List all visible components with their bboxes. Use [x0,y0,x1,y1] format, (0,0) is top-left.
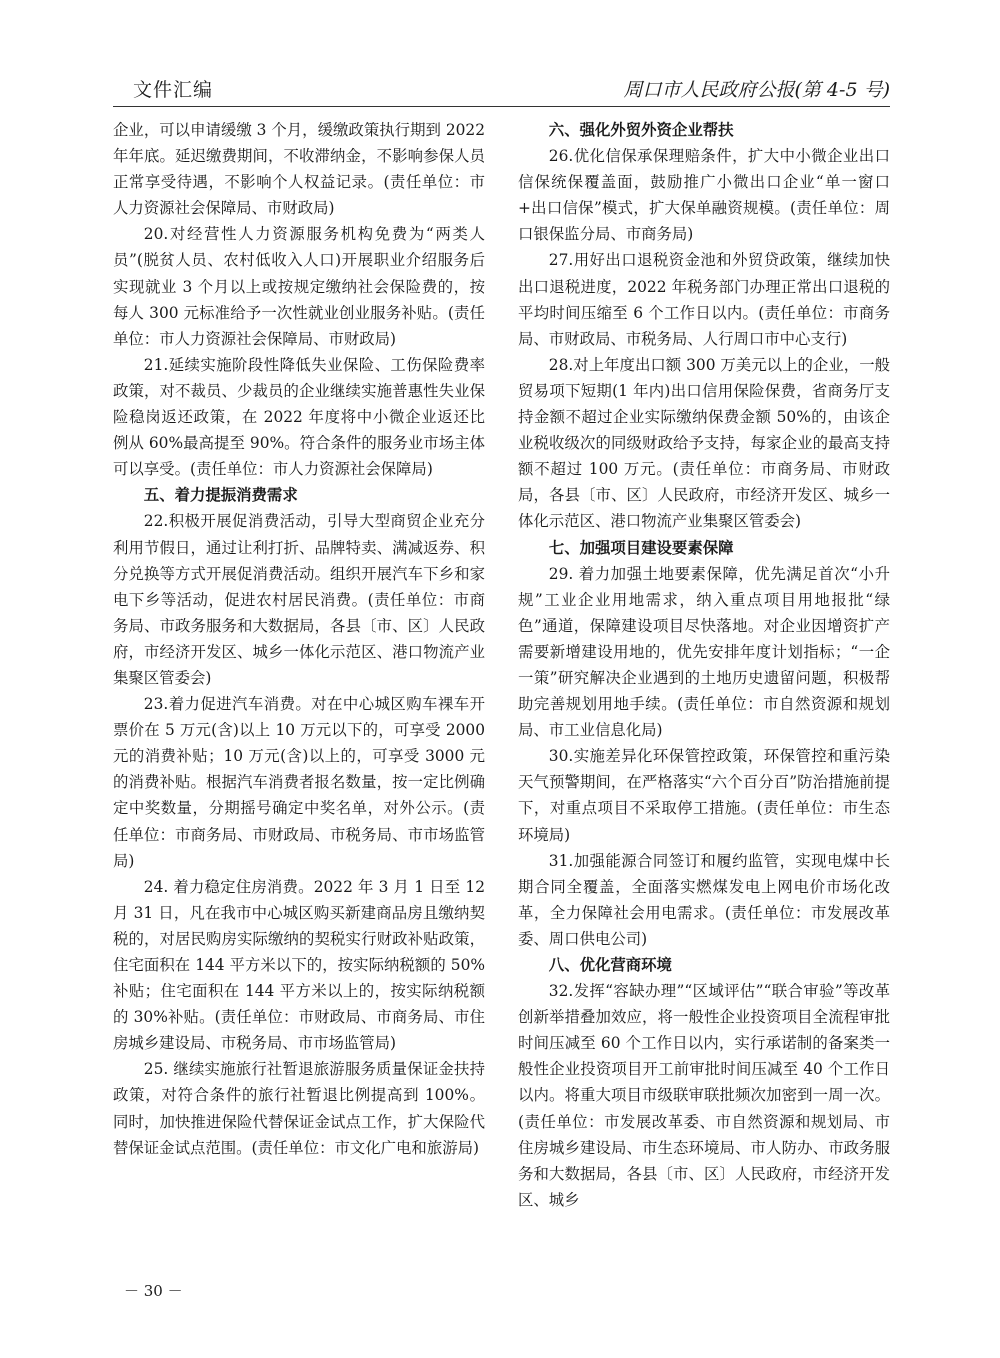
paragraph: 20.对经营性人力资源服务机构免费为“两类人员”(脱贫人员、农村低收入人口)开展职业介绍服务后实现就业 3 个月以上或按规定缴纳社会保险费的，按每人 300 元标准给予一次性就业创业服务补贴。(责任单位：市人力资源社会保障局、市财政局) [113,225,485,348]
section-heading: 八、优化营商环境 [548,956,672,974]
paragraph: 22.积极开展促消费活动，引导大型商贸企业充分利用节假日，通过让利打折、品牌特卖、满减返券、积分兑换等方式开展促消费活动。组织开展汽车下乡和家电下乡等活动，促进农村居民消费。(责任单位：市商务局、市政务服务和大数据局，各县〔市、区〕人民政府，市经济开发区、城乡一体化示范区、港口物流产业集聚区管委会) [113,512,485,687]
paragraph: 29. 着力加强土地要素保障，优先满足首次“小升规”工业企业用地需求，纳入重点项目用地报批“绿色”通道，保障建设项目尽快落地。对企业因增资扩产需要新增建设用地的，优先安排年度计划指标；“一企一策”研究解决企业遇到的土地历史遗留问题，积极帮助完善规划用地手续。(责任单位：市自然资源和规划局、市工业信息化局) [518,564,890,740]
page-number: － 30 － [124,1282,183,1300]
publication-title: 周口市人民政府公报(第 4-5 号) [623,79,890,101]
paragraph: 企业，可以申请缓缴 3 个月，缓缴政策执行期到 2022 年年底。延迟缴费期间，不收滞纳金，不影响参保人员正常享受待遇，不影响个人权益记录。(责任单位：市人力资源社会保障局、市财政局) [113,121,485,218]
right-column [518,117,890,1213]
paragraph: 26.优化信保承保理赔条件，扩大中小微企业出口信保统保覆盖面，鼓励推广小微出口企业“单一窗口+出口信保”模式，扩大保单融资规模。(责任单位：周口银保监分局、市商务局) [518,147,890,244]
paragraph: 23.着力促进汽车消费。对在中心城区购车裸车开票价在 5 万元(含)以上 10 万元以下的，可享受 2000 元的消费补贴；10 万元(含)以上的，可享受 3000 元的消费补贴。根据汽车消费者报名数量，按一定比例确定中奖数量，分期摇号确定中奖名单，对外公示。(责任单位：市商务局、市财政局、市税务局、市市场监管局) [113,695,485,870]
page-header [113,78,890,107]
paragraph: 31.加强能源合同签订和履约监管，实现电煤中长期合同全覆盖，全面落实燃煤发电上网电价市场化改革，全力保障社会用电需求。(责任单位：市发展改革委、周口供电公司) [518,851,890,948]
paragraph: 24. 着力稳定住房消费。2022 年 3 月 1 日至 12 月 31 日，凡在我市中心城区购买新建商品房且缴纳契税的，对居民购房实际缴纳的契税实行财政补贴政策，住宅面积在 144 平方米以下的，按实际纳税额的 50%补贴；住宅面积在 144 平方米以上的，按实际纳税额的 30%补贴。(责任单位：市财政局、市商务局、市住房城乡建设局、市税务局、市市场监管局) [113,877,485,1053]
paragraph: 32.发挥“容缺办理”“区域评估”“联合审验”等改革创新举措叠加效应，将一般性企业投资项目全流程审批时间压减至 60 个工作日以内，实行承诺制的备案类一般性企业投资项目开工前审批时间压减至 40 个工作日以内。将重大项目市级联审联批频次加密到一周一次。(责任单位：市发展改革委、市自然资源和规划局、市住房城乡建设局、市生态环境局、市人防办、市政务服务和大数据局，各县〔市、区〕人民政府，市经济开发区、城乡 [518,982,890,1209]
section-heading: 六、强化外贸外资企业帮扶 [548,121,734,139]
left-column [113,117,485,1161]
paragraph: 30.实施差异化环保管控政策，环保管控和重污染天气预警期间，在严格落实“六个百分百”防治措施前提下，对重点项目不采取停工措施。(责任单位：市生态环境局) [518,747,890,844]
section-heading: 五、着力提振消费需求 [143,486,298,505]
paragraph: 25. 继续实施旅行社暂退旅游服务质量保证金扶持政策，对符合条件的旅行社暂退比例提高到 100%。同时，加快推进保险代替保证金试点工作，扩大保险代替保证金试点范围。(责任单位：市文化广电和旅游局) [113,1060,485,1157]
paragraph: 27.用好出口退税资金池和外贸贷政策，继续加快出口退税进度，2022 年税务部门办理正常出口退税的平均时间压缩至 6 个工作日以内。(责任单位：市商务局、市财政局、市税务局、人行周口市中心支行) [518,251,890,348]
paragraph: 21.延续实施阶段性降低失业保险、工伤保险费率政策，对不裁员、少裁员的企业继续实施普惠性失业保险稳岗返还政策，在 2022 年度将中小微企业返还比例从 60%最高提至 90%。符合条件的服务业市场主体可以享受。(责任单位：市人力资源社会保障局) [113,355,485,479]
paragraph: 28.对上年度出口额 300 万美元以上的企业，一般贸易项下短期(1 年内)出口信用保险保费，省商务厅支持金额不超过企业实际缴纳保费金额 50%的，由该企业税收级次的同级财政给予支持，每家企业的最高支持额不超过 100 万元。(责任单位：市商务局、市财政局，各县〔市、区〕人民政府，市经济开发区、城乡一体化示范区、港口物流产业集聚区管委会) [518,355,890,531]
section-heading: 七、加强项目建设要素保障 [548,538,734,557]
section-title: 文件汇编 [133,79,214,101]
